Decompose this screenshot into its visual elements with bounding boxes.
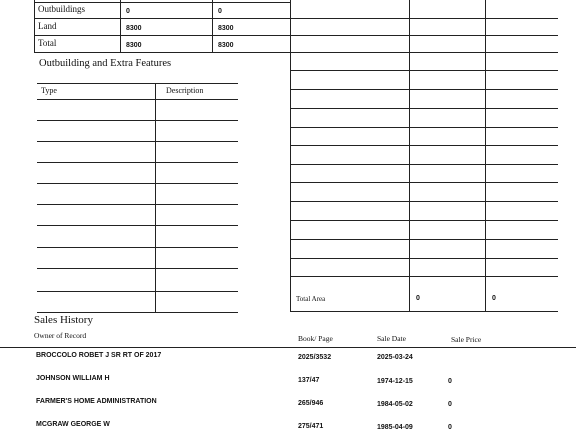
area-grid-divider: [485, 0, 486, 311]
ruled-line: [37, 183, 238, 184]
extras-title: Outbuilding and Extra Features: [39, 58, 172, 69]
table-divider: [120, 0, 121, 53]
row-value: 8300: [218, 25, 234, 32]
sale-book: 2025/3532: [298, 354, 332, 361]
sale-book: 137/47: [298, 377, 320, 384]
sale-owner: FARMER'S HOME ADMINISTRATION: [36, 398, 157, 405]
ruled-line: [37, 268, 238, 269]
ruled-line: [37, 99, 238, 100]
row-label-land: Land: [38, 21, 57, 31]
sales-history-title: Sales History: [34, 314, 93, 326]
table-rule: [34, 18, 290, 19]
sale-owner: JOHNSON WILLIAM H: [36, 375, 110, 382]
extras-column-divider: [155, 83, 156, 313]
ruled-line: [37, 83, 238, 84]
extras-type-header: Type: [41, 86, 57, 95]
book-page-header: Book/ Page: [298, 334, 333, 343]
ruled-line: [290, 239, 558, 240]
total-area-value: 0: [492, 295, 496, 302]
ruled-line: [290, 164, 558, 165]
ruled-line: [290, 35, 558, 36]
ruled-line: [37, 162, 238, 163]
sale-price-header: Sale Price: [451, 335, 482, 344]
ruled-line: [290, 276, 558, 277]
ruled-line: [290, 145, 558, 146]
sales-header-rule: [0, 347, 576, 348]
sale-date: 1984-05-02: [377, 401, 413, 408]
row-label-total: Total: [38, 38, 57, 48]
sale-price: 0: [448, 401, 452, 408]
sale-date: 2025-03-24: [377, 354, 413, 361]
ruled-line: [37, 312, 238, 313]
sale-book: 275/471: [298, 423, 324, 430]
sale-date: 1985-04-09: [377, 424, 413, 431]
sale-price: 0: [448, 378, 452, 385]
row-value: 8300: [218, 42, 234, 49]
sale-owner: MCGRAW GEORGE W: [36, 421, 110, 428]
owner-of-record-header: Owner of Record: [34, 331, 87, 340]
row-value: 8300: [126, 42, 142, 49]
ruled-line: [290, 89, 558, 90]
ruled-line: [290, 220, 558, 221]
ruled-line: [37, 247, 238, 248]
ruled-line: [290, 70, 558, 71]
ruled-line: [290, 182, 558, 183]
ruled-line: [290, 127, 558, 128]
ruled-line: [290, 258, 558, 259]
sale-price: 0: [448, 424, 452, 431]
ruled-line: [37, 291, 238, 292]
ruled-line: [290, 52, 558, 53]
table-divider: [290, 0, 291, 53]
total-area-label: Total Area: [296, 295, 326, 303]
table-rule: [34, 35, 290, 36]
sale-date: 1974-12-15: [377, 378, 413, 385]
sale-book: 265/946: [298, 400, 324, 407]
table-rule: [34, 52, 290, 53]
sale-owner: BROCCOLO ROBET J SR RT OF 2017: [36, 352, 162, 359]
ruled-line: [37, 141, 238, 142]
ruled-line: [290, 18, 558, 19]
total-area-value: 0: [416, 295, 420, 302]
ruled-line: [290, 311, 558, 312]
table-divider: [212, 0, 213, 53]
ruled-line: [290, 201, 558, 202]
table-rule: [34, 2, 290, 3]
area-grid-divider: [409, 0, 410, 311]
row-value: 0: [218, 8, 222, 15]
table-divider: [34, 0, 35, 53]
sale-date-header: Sale Date: [377, 334, 406, 343]
row-value: 0: [126, 8, 130, 15]
ruled-line: [37, 225, 238, 226]
extras-description-header: Description: [166, 86, 204, 95]
ruled-line: [37, 204, 238, 205]
ruled-line: [37, 120, 238, 121]
row-label-outbuildings: Outbuildings: [38, 4, 86, 14]
ruled-line: [290, 108, 558, 109]
row-value: 8300: [126, 25, 142, 32]
